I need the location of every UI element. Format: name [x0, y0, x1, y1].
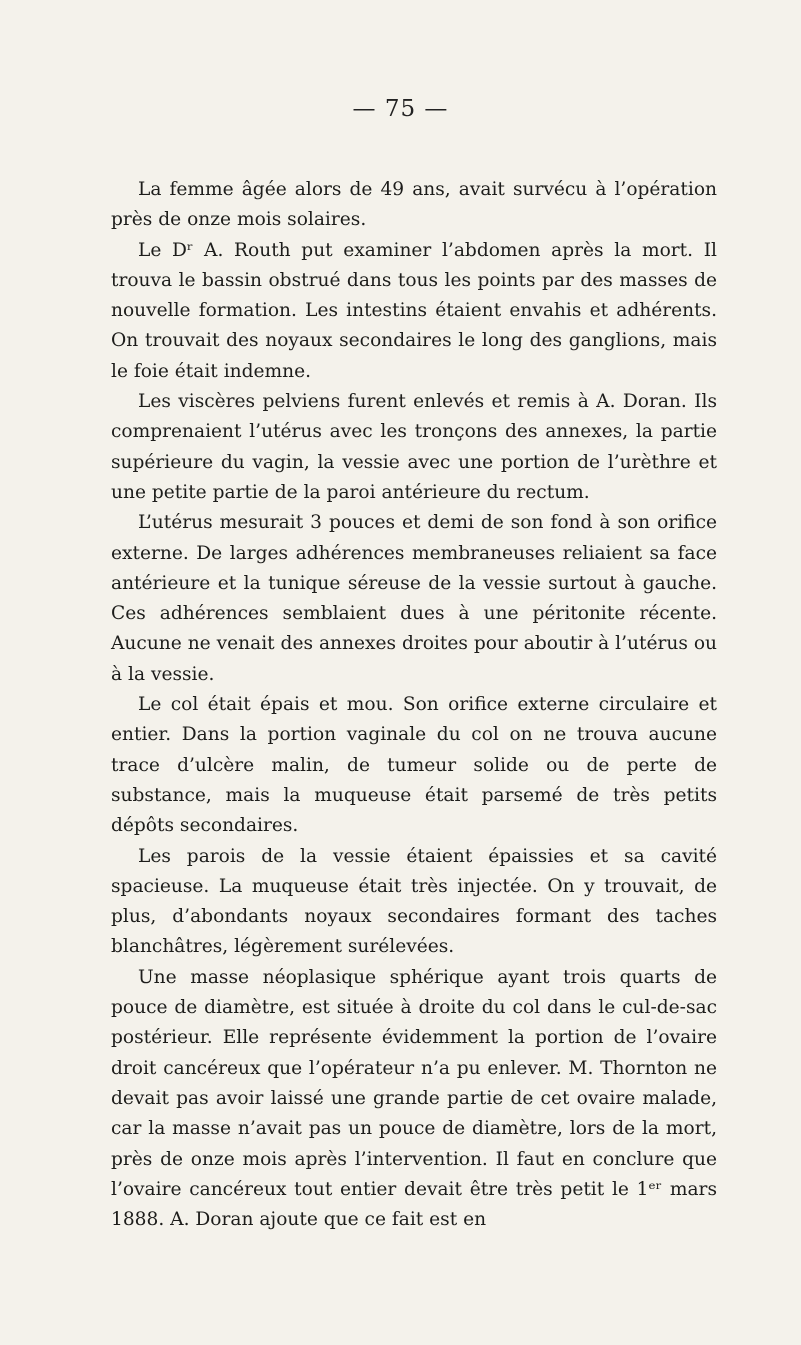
paragraph-3: Les viscères pelviens furent enlevés et remis à A. Doran. Ils comprenaient l’utérus avec les tronçons des annexes, la partie supérieure du vagin, la vessie avec une portion de l’urèthre et une petite partie de la paroi antérieure du rectum. [111, 391, 717, 503]
page-number: — 75 — [352, 96, 449, 122]
paragraph-6: Les parois de la vessie étaient épaissies et sa cavité spacieuse. La muqueuse était très injectée. On y trouvait, de plus, d’abondants noyaux secondaires formant des taches blanchâtres, légèrement surélevées. [111, 845, 717, 958]
paragraph-1: La femme âgée alors de 49 ans, avait survécu à l’opération près de onze mois solaires. [111, 179, 717, 231]
body-text [111, 175, 717, 1235]
paragraph-5: Le col était épais et mou. Son orifice externe circulaire et entier. Dans la portion vaginale du col on ne trouva aucune trace d’ulcère malin, de tumeur solide ou de perte de substance, mais la muqueuse était parsemé de très petits dépôts secondaires. [111, 694, 717, 837]
paragraph-7: Une masse néoplasique sphérique ayant trois quarts de pouce de diamètre, est située à droite du col dans le cul-de-sac postérieur. Elle représente évidemment la portion de l’ovaire droit cancéreux que l’opérateur n’a pu enlever. M. Thornton ne devait pas avoir laissé une grande partie de cet ovaire malade, car la masse n’avait pas un pouce de diamètre, lors de la mort, près de onze mois après l’intervention. Il faut en conclure que l’ovaire cancéreux tout entier devait être très petit le 1ᵉʳ mars 1888. A. Doran ajoute que ce fait est en [111, 966, 717, 1231]
paragraph-4: L’utérus mesurait 3 pouces et demi de son fond à son orifice externe. De larges adhérences membraneuses reliaient sa face antérieure et la tunique séreuse de la vessie surtout à gauche. Ces adhérences semblaient dues à une péritonite récente. Aucune ne venait des annexes droites pour aboutir à l’utérus ou à la vessie. [111, 512, 717, 685]
paragraph-2: Le Dʳ A. Routh put examiner l’abdomen après la mort. Il trouva le bassin obstrué dans tous les points par des masses de nouvelle formation. Les intestins étaient envahis et adhérents. On trouvait des noyaux secondaires le long des ganglions, mais le foie était indemne. [111, 239, 717, 382]
